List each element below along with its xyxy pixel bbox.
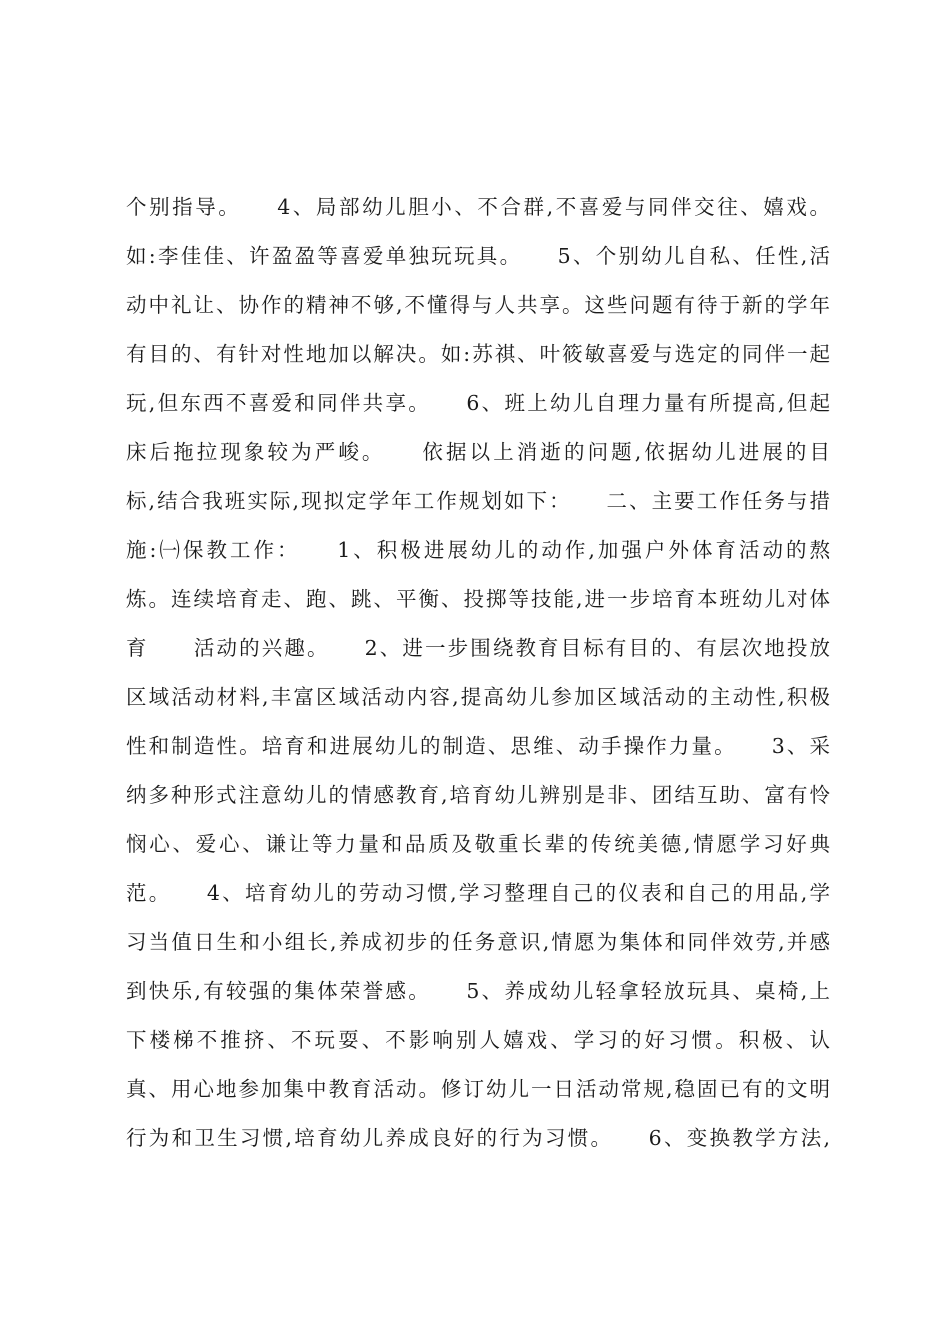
text-line: 下楼梯不推挤、不玩耍、不影响别人嬉戏、学习的好习惯。积极、认 bbox=[126, 1028, 830, 1052]
text-line: 如:李佳佳、许盈盈等喜爱单独玩玩具。 5、个别幼儿自私、任性,活 bbox=[126, 244, 830, 268]
text-line: 性和制造性。培育和进展幼儿的制造、思维、动手操作力量。 3、采 bbox=[126, 734, 830, 758]
text-line: 床后拖拉现象较为严峻。 依据以上消逝的问题,依据幼儿进展的目 bbox=[126, 440, 830, 464]
text-line: 炼。连续培育走、跑、跳、平衡、投掷等技能,进一步培育本班幼儿对体 bbox=[126, 587, 830, 611]
text-line: 动中礼让、协作的精神不够,不懂得与人共享。这些问题有待于新的学年 bbox=[126, 293, 830, 317]
text-line: 施:㈠保教工作： 1、积极进展幼儿的动作,加强户外体育活动的熬 bbox=[126, 538, 830, 562]
text-line: 玩,但东西不喜爱和同伴共享。 6、班上幼儿自理力量有所提高,但起 bbox=[126, 391, 830, 415]
document-body bbox=[126, 183, 830, 1163]
text-line: 习当值日生和小组长,养成初步的任务意识,情愿为集体和同伴效劳,并感 bbox=[126, 930, 830, 954]
text-line: 标,结合我班实际,现拟定学年工作规划如下： 二、主要工作任务与措 bbox=[126, 489, 830, 513]
text-line: 纳多种形式注意幼儿的情感教育,培育幼儿辨别是非、团结互助、富有怜 bbox=[126, 783, 830, 807]
text-line: 有目的、有针对性地加以解决。如:苏祺、叶筱敏喜爱与选定的同伴一起 bbox=[126, 342, 830, 366]
text-line: 育 活动的兴趣。 2、进一步围绕教育目标有目的、有层次地投放 bbox=[126, 636, 830, 660]
text-line: 到快乐,有较强的集体荣誉感。 5、养成幼儿轻拿轻放玩具、桌椅,上 bbox=[126, 979, 830, 1003]
text-line: 悯心、爱心、谦让等力量和品质及敬重长辈的传统美德,情愿学习好典 bbox=[126, 832, 830, 856]
text-line: 行为和卫生习惯,培育幼儿养成良好的行为习惯。 6、变换教学方法, bbox=[126, 1126, 830, 1150]
text-line: 个别指导。 4、局部幼儿胆小、不合群,不喜爱与同伴交往、嬉戏。 bbox=[126, 195, 830, 219]
text-line: 真、用心地参加集中教育活动。修订幼儿一日活动常规,稳固已有的文明 bbox=[126, 1077, 830, 1101]
text-line: 范。 4、培育幼儿的劳动习惯,学习整理自己的仪表和自己的用品,学 bbox=[126, 881, 830, 905]
text-line: 区域活动材料,丰富区域活动内容,提高幼儿参加区域活动的主动性,积极 bbox=[126, 685, 830, 709]
